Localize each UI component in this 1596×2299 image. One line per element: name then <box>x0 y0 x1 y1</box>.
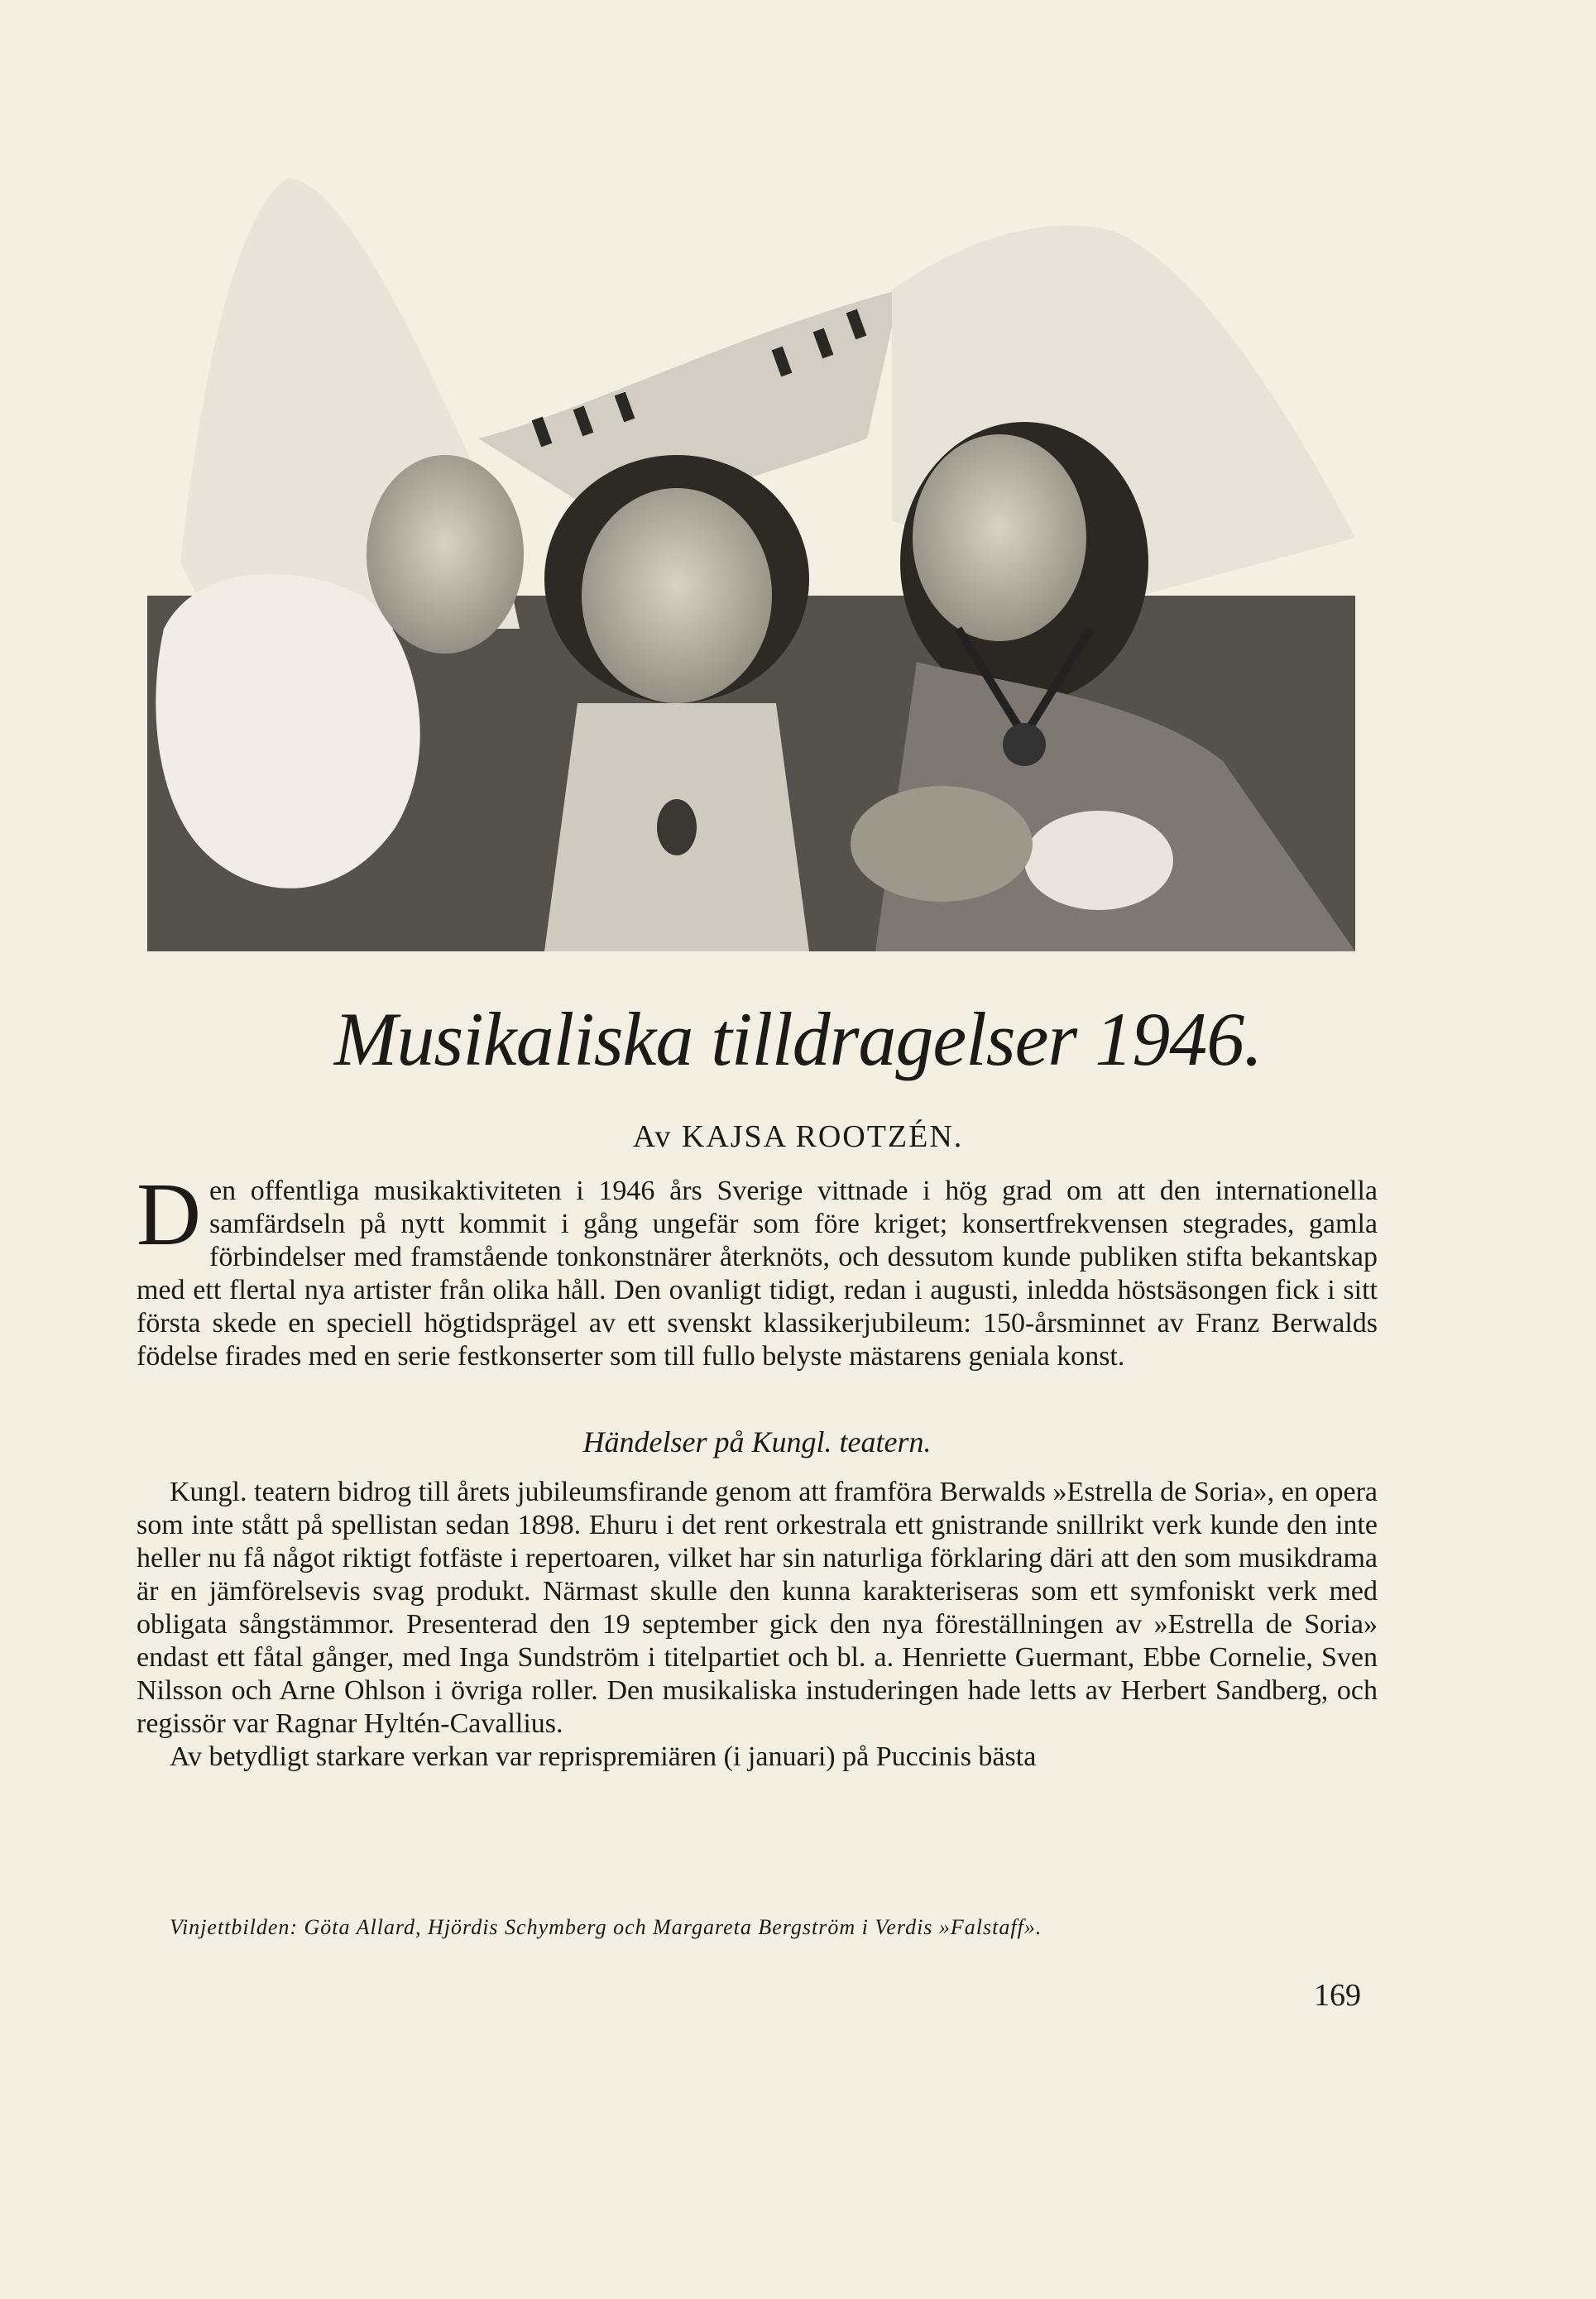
article-title: Musikaliska tilldragelser 1946. <box>333 997 1263 1081</box>
photo-three-women-in-costume-icon <box>147 165 1355 951</box>
paragraph-3: Av betydligt starkare verkan var reprispremiären (i januari) på Puccinis bästa <box>170 1741 1037 1772</box>
intro-text: en offentliga musikaktiviteten i 1946 års Sverige vittnade i hög grad om att den internationella samfärdseln på nytt kommit i gång ungefär som före kriget; konsertfrekvensen stegrades, gamla förbindelser med framstående tonkonstnärer återknöts, och dessutom kunde publiken stifta bekantskap med ett flertal nya artister från olika håll. Den ovanligt tidigt, redan i augusti, inledda höstsäsongen fick i sitt första skede en speciell högtidsprägel av ett svenskt klassikerjubileum: 150-årsminnet av Franz Berwalds födelse firades med en serie festkonserter som till fullo belyste mästarens geniala konst. <box>137 1176 1378 1372</box>
section-heading: Händelser på Kungl. teatern. <box>582 1425 932 1458</box>
byline-author: KAJSA ROOTZÉN. <box>681 1119 964 1154</box>
byline-prefix: Av <box>632 1119 673 1154</box>
paragraph-2: Kungl. teatern bidrog till årets jubileumsfirande genom att framföra Berwalds »Estrella de Soria», en opera som inte stått på spellistan sedan 1898. Ehuru i det rent orkestrala ett gnistrande snillrikt verk kunde den inte heller nu få något riktigt fotfäste i repertoaren, vilket har sin naturliga förklaring däri att den som musikdrama är en jämförelsevis svag produkt. Närmast skulle den kunna karakteriseras som ett symfoniskt verk med obligata sångstämmor. Presenterad den 19 september gick den nya föreställningen av »Estrella de Soria» endast ett fåtal gånger, med Inga Sundström i titelpartiet och bl. a. Henriette Guermant, Ebbe Cornelie, Sven Nilsson och Arne Ohlson i övriga roller. Den musikaliska instuderingen hade letts av Herbert Sandberg, och regissör var Ragnar Hyltén-Cavallius. <box>137 1477 1378 1739</box>
article-byline <box>0 1118 1596 1155</box>
intro-paragraph <box>137 1166 1378 1373</box>
photo-caption: Vinjettbilden: Göta Allard, Hjördis Schymberg och Margareta Bergström i Verdis »Falstaff». <box>170 1915 1042 1939</box>
article-body <box>137 1166 1378 1774</box>
page-number: 169 <box>1314 1978 1361 2013</box>
vignette-photo <box>147 165 1355 951</box>
drop-cap: D <box>137 1166 201 1264</box>
